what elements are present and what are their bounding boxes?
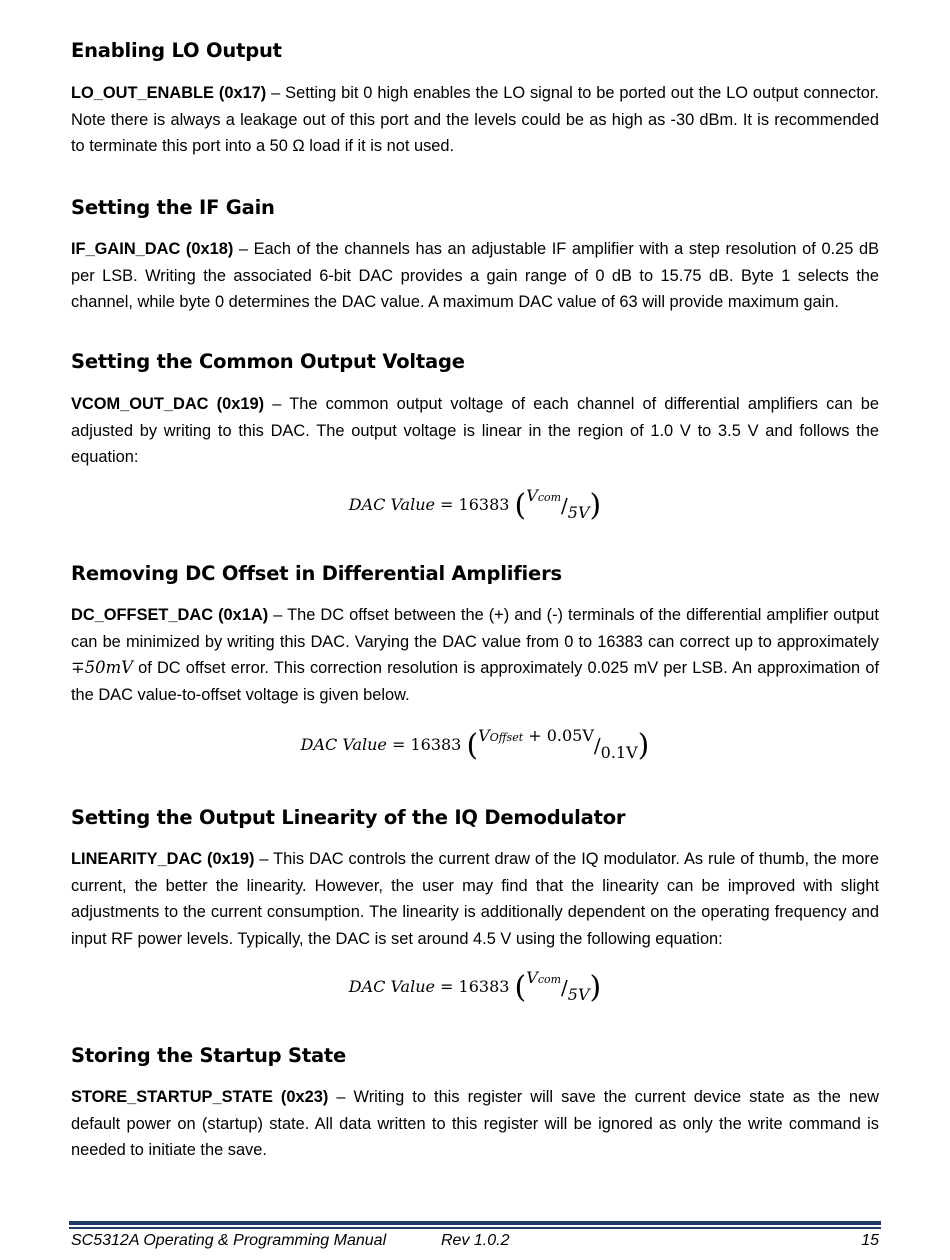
paragraph-text: – The common output voltage of each channel of differential amplifiers can be adjusted by writing to this DAC. The output voltage is linear in the region of 1.0 V to 3.5 V and follows the equation: [71, 395, 879, 466]
section-heading-common-output: Setting the Common Output Voltage [71, 350, 465, 373]
equation-linearity: DAC Value = 16383 (Vcom/5V) [348, 968, 602, 1005]
register-name: LINEARITY_DAC (0x19) [71, 850, 255, 868]
equation-numerator-sub: Offset [489, 731, 524, 744]
paragraph-text: – This DAC controls the current draw of the IQ modulator. As rule of thumb, the more current, the better the linearity. However, the user may find that the linearity can be improved with slight adjustments to the current consumption. The linearity is additionally dependent on the operating frequency and input RF power levels. Typically, the DAC is set around 4.5 V using the following equation: [71, 850, 879, 948]
paragraph-lo-output [71, 80, 879, 160]
equation-numerator-sub: com [537, 973, 562, 986]
equation-constant: = 16383 [434, 977, 510, 996]
section-heading-linearity: Setting the Output Linearity of the IQ Demodulator [71, 806, 626, 829]
section-heading-lo-output: Enabling LO Output [71, 39, 282, 62]
equation-denominator: 0.1V [600, 743, 638, 762]
equation-lhs: DAC Value [300, 735, 387, 754]
paragraph-if-gain [71, 236, 879, 316]
equation-denominator: 5V [567, 503, 590, 522]
register-name: STORE_STARTUP_STATE (0x23) [71, 1088, 329, 1106]
paragraph-startup-state [71, 1084, 879, 1164]
paragraph-text: – Each of the channels has an adjustable IF amplifier with a step resolution of 0.25 dB per LSB. Writing the associated 6-bit DAC provides a gain range of 0 dB to 15.75 dB. Byte 1 selects the channel, while byte 0 determines the DAC value. A maximum DAC value of 63 will provide maximum gain. [71, 240, 879, 311]
inline-math: ∓50mV [71, 658, 133, 677]
section-heading-dc-offset: Removing DC Offset in Differential Amplifiers [71, 562, 562, 585]
paragraph-text: – Setting bit 0 high enables the LO signal to be ported out the LO output connector. Note there is always a leakage out of this port and the levels could be as high as -30 dBm. It is recommended to terminate this port into a 50 Ω load if it is not used. [71, 84, 879, 155]
register-name: IF_GAIN_DAC (0x18) [71, 240, 234, 258]
footer-rule-thin [69, 1227, 881, 1229]
equation-denominator: 5V [567, 985, 590, 1004]
register-name: DC_OFFSET_DAC (0x1A) [71, 606, 269, 624]
page-number: 15 [861, 1232, 879, 1249]
equation-numerator: V [526, 486, 538, 505]
register-name: VCOM_OUT_DAC (0x19) [71, 395, 265, 413]
footer-rule-thick [69, 1221, 881, 1225]
equation-vcom: DAC Value = 16383 (Vcom/5V) [348, 486, 602, 523]
equation-numerator: V [478, 726, 490, 745]
footer-title: SC5312A Operating & Programming Manual [71, 1232, 387, 1249]
paragraph-text: – Writing to this register will save the current device state as the new default power on (startup) state. All data written to this register will be ignored as only the write command is needed to initiate the save. [71, 1088, 879, 1159]
paragraph-dc-offset [71, 602, 879, 708]
equation-numerator-tail: + 0.05V [523, 726, 594, 745]
section-heading-if-gain: Setting the IF Gain [71, 196, 275, 219]
equation-numerator: V [526, 968, 538, 987]
paragraph-text: – The DC offset between the (+) and (-) terminals of the differential amplifier output can be minimized by writing this DAC. Varying the DAC value from 0 to 16383 can correct up to approximately [71, 606, 879, 651]
equation-constant: = 16383 [386, 735, 462, 754]
equation-constant: = 16383 [434, 495, 510, 514]
section-heading-startup-state: Storing the Startup State [71, 1044, 347, 1067]
paragraph-linearity [71, 846, 879, 952]
paragraph-text: of DC offset error. This correction resolution is approximately 0.025 mV per LSB. An approximation of the DAC value-to-offset voltage is given below. [71, 659, 879, 704]
equation-lhs: DAC Value [348, 495, 435, 514]
paragraph-common-output [71, 391, 879, 471]
equation-numerator-sub: com [537, 491, 562, 504]
footer-revision: Rev 1.0.2 [441, 1232, 510, 1249]
equation-lhs: DAC Value [348, 977, 435, 996]
equation-offset: DAC Value = 16383 (VOffset + 0.05V/0.1V) [300, 726, 650, 763]
register-name: LO_OUT_ENABLE (0x17) [71, 84, 267, 102]
